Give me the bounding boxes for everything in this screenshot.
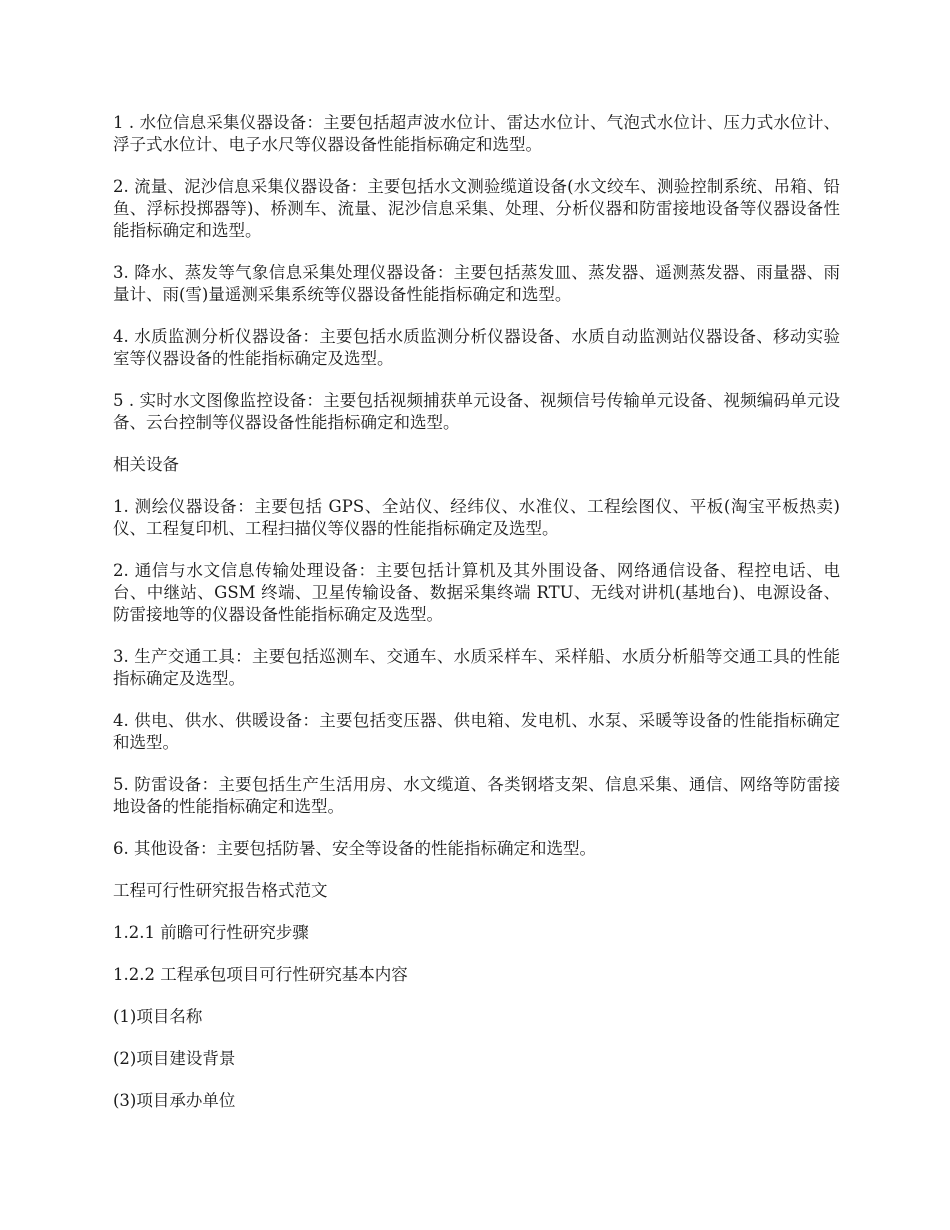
paragraph-surveying-equipment: 1. 测绘仪器设备：主要包括 GPS、全站仪、经纬仪、水准仪、工程绘图仪、平板(淘宝平板热卖)仪、工程复印机、工程扫描仪等仪器的性能指标确定及选型。 (113, 497, 840, 538)
paragraph-flow-sediment-equipment: 2. 流量、泥沙信息采集仪器设备：主要包括水文测验缆道设备(水文绞车、测验控制系统、吊箱、铅鱼、浮标投掷器等)、桥测车、流量、泥沙信息采集、处理、分析仪器和防雷接地设备等仪器设备性能指标确定和选型。 (113, 177, 840, 240)
list-item-project-organizer: (3)项目承办单位 (113, 1091, 236, 1110)
paragraph-water-level-equipment: 1 . 水位信息采集仪器设备：主要包括超声波水位计、雷达水位计、气泡式水位计、压力式水位计、浮子式水位计、电子水尺等仪器设备性能指标确定和选型。 (113, 113, 840, 154)
subheading-1-2-2: 1.2.2 工程承包项目可行性研究基本内容 (113, 965, 408, 984)
subheading-1-2-1: 1.2.1 前瞻可行性研究步骤 (113, 923, 309, 942)
paragraph-lightning-protection: 5. 防雷设备：主要包括生产生活用房、水文缆道、各类钢塔支架、信息采集、通信、网络等防雷接地设备的性能指标确定和选型。 (113, 775, 840, 816)
list-item-project-name: (1)项目名称 (113, 1007, 203, 1026)
list-item-project-background: (2)项目建设背景 (113, 1049, 236, 1068)
section-heading-related-equipment: 相关设备 (113, 455, 179, 474)
paragraph-other-equipment: 6. 其他设备：主要包括防暑、安全等设备的性能指标确定和选型。 (113, 839, 596, 858)
paragraph-power-water-heating: 4. 供电、供水、供暖设备：主要包括变压器、供电箱、发电机、水泵、采暖等设备的性能指标确定和选型。 (113, 711, 840, 752)
paragraph-meteorological-equipment: 3. 降水、蒸发等气象信息采集处理仪器设备：主要包括蒸发皿、蒸发器、遥测蒸发器、雨量器、雨量计、雨(雪)量遥测采集系统等仪器设备性能指标确定和选型。 (113, 263, 840, 304)
paragraph-image-monitoring-equipment: 5 . 实时水文图像监控设备：主要包括视频捕获单元设备、视频信号传输单元设备、视频编码单元设备、云台控制等仪器设备性能指标确定和选型。 (113, 391, 840, 432)
paragraph-communication-equipment: 2. 通信与水文信息传输处理设备：主要包括计算机及其外围设备、网络通信设备、程控电话、电台、中继站、GSM 终端、卫星传输设备、数据采集终端 RTU、无线对讲机(基地台)、电源设备、防雷接地等的仪器设备性能指标确定及选型。 (113, 561, 840, 624)
paragraph-transport-vehicles: 3. 生产交通工具：主要包括巡测车、交通车、水质采样车、采样船、水质分析船等交通工具的性能指标确定及选型。 (113, 647, 840, 688)
section-heading-feasibility-report: 工程可行性研究报告格式范文 (113, 881, 328, 900)
document-body (113, 112, 840, 1132)
paragraph-water-quality-equipment: 4. 水质监测分析仪器设备：主要包括水质监测分析仪器设备、水质自动监测站仪器设备、移动实验室等仪器设备的性能指标确定及选型。 (113, 327, 840, 368)
